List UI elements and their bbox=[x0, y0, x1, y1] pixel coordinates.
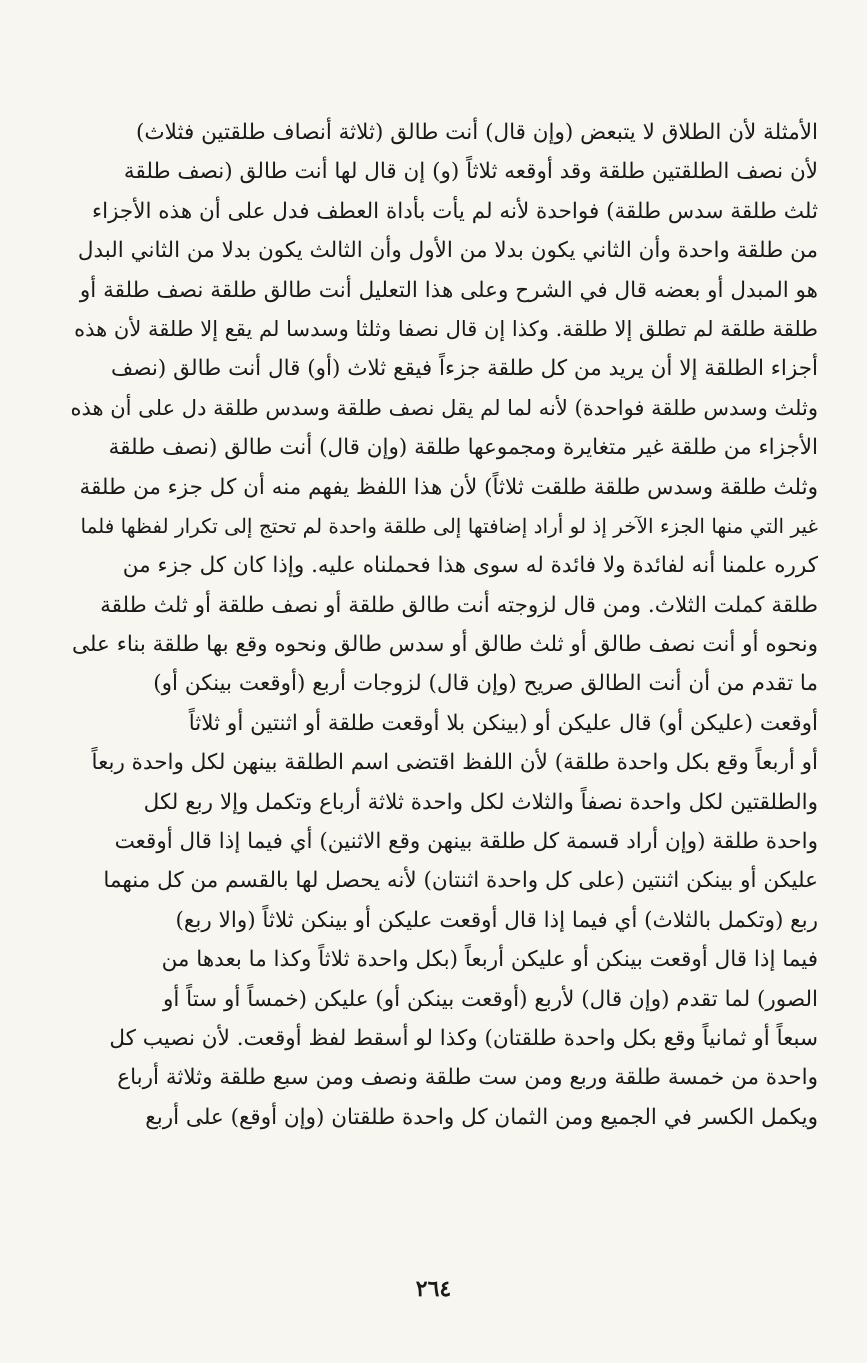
body-text bbox=[66, 113, 818, 1137]
text-line-2: لأن نصف الطلقتين طلقة وقد أوقعه ثلاثاً (و) إن قال لها أنت طالق (نصف طلقة bbox=[123, 159, 818, 185]
text-line-14: ونحوه أو أنت نصف طالق أو ثلث طالق أو سدس طالق ونحوه وقع بها طلقة بناء على bbox=[72, 632, 818, 658]
text-line-11: غير التي منها الجزء الآخر إذ لو أراد إضافتها إلى طلقة واحدة لم تحتج إلى تكرار لفظها فلما bbox=[80, 513, 818, 538]
text-line-1: الأمثلة لأن الطلاق لا يتبعض (وإن قال) أنت طالق (ثلاثة أنصاف طلقتين فثلاث) bbox=[136, 120, 818, 145]
text-line-15: ما تقدم من أن أنت الطالق صريح (وإن قال) لزوجات أربع (أوقعت بينكن أو) bbox=[153, 671, 818, 697]
text-line-24: سبعاً أو ثمانياً وقع بكل واحدة طلقتان) وكذا لو أسقط لفظ أوقعت. لأن نصيب كل bbox=[109, 1025, 818, 1051]
text-line-20: عليكن أو بينكن اثنتين (على كل واحدة اثنتان) لأنه يحصل لها بالقسم من كل منهما bbox=[103, 868, 818, 894]
text-line-10: وثلث طلقة وسدس طلقة طلقت ثلاثاً) لأن هذا اللفظ يفهم منه أن كل جزء من طلقة bbox=[79, 474, 818, 500]
text-line-22: فيما إذا قال أوقعت بينكن أو عليكن أربعاً (بكل واحدة ثلاثاً وكذا ما بعدها من bbox=[161, 947, 818, 973]
text-line-25: واحدة من خمسة طلقة وربع ومن ست طلقة ونصف ومن سبع طلقة وثلاثة أرباع bbox=[117, 1065, 818, 1091]
text-line-6: طلقة طلقة لم تطلق إلا طلقة. وكذا إن قال نصفا وثلثا وسدسا لم يقع إلا طلقة لأن هذه bbox=[74, 316, 818, 341]
text-line-13: طلقة كملت الثلاث. ومن قال لزوجته أنت طالق طلقة أو نصف طلقة أو ثلث طلقة bbox=[100, 592, 818, 618]
text-line-19: واحدة طلقة (وإن أراد قسمة كل طلقة بينهن وقع الاثنين) أي فيما إذا قال أوقعت bbox=[114, 829, 818, 855]
text-line-21: ربع (وتكمل بالثلاث) أي فيما إذا قال أوقعت عليكن أو بينكن ثلاثاً (والا ربع) bbox=[175, 907, 818, 933]
text-line-18: والطلقتين لكل واحدة نصفاً والثلاث لكل واحدة ثلاثة أرباع وتكمل وإلا ربع لكل bbox=[143, 789, 818, 815]
text-line-8: وثلث وسدس طلقة فواحدة) لأنه لما لم يقل نصف طلقة وسدس طلقة دل على أن هذه bbox=[70, 395, 818, 420]
text-line-26: ويكمل الكسر في الجميع ومن الثمان كل واحدة طلقتان (وإن أوقع) على أربع bbox=[145, 1104, 818, 1130]
text-line-17: أو أربعاً وقع بكل واحدة طلقة) لأن اللفظ اقتضى اسم الطلقة بينهن لكل واحدة ربعاً bbox=[91, 750, 818, 776]
text-line-4: من طلقة واحدة وأن الثاني يكون بدلا من الأول وأن الثالث يكون بدلا من الثاني البدل bbox=[77, 238, 818, 264]
text-line-7: أجزاء الطلقة إلا أن يريد من كل طلقة جزءاً فيقع ثلاث (أو) قال أنت طالق (نصف bbox=[111, 356, 818, 382]
text-line-12: كرره علمنا أنه لفائدة ولا فائدة له سوى هذا فحملناه عليه. وإذا كان كل جزء من bbox=[122, 553, 818, 579]
page-number: ٢٦٤ bbox=[415, 1276, 452, 1302]
text-line-5: هو المبدل أو بعضه قال في الشرح وعلى هذا التعليل أنت طالق طلقة نصف طلقة أو bbox=[79, 277, 818, 303]
text-line-3: ثلث طلقة سدس طلقة) فواحدة لأنه لم يأت بأداة العطف فدل على أن هذه الأجزاء bbox=[91, 198, 818, 224]
text-line-9: الأجزاء من طلقة غير متغايرة ومجموعها طلقة (وإن قال) أنت طالق (نصف طلقة bbox=[108, 435, 818, 461]
text-line-23: الصور) لما تقدم (وإن قال) لأربع (أوقعت بينكن أو) عليكن (خمساً أو ستاً أو bbox=[162, 986, 818, 1012]
text-line-16: أوقعت (عليكن أو) قال عليكن أو (بينكن بلا أوقعت طلقة أو اثنتين أو ثلاثاً bbox=[188, 710, 818, 736]
